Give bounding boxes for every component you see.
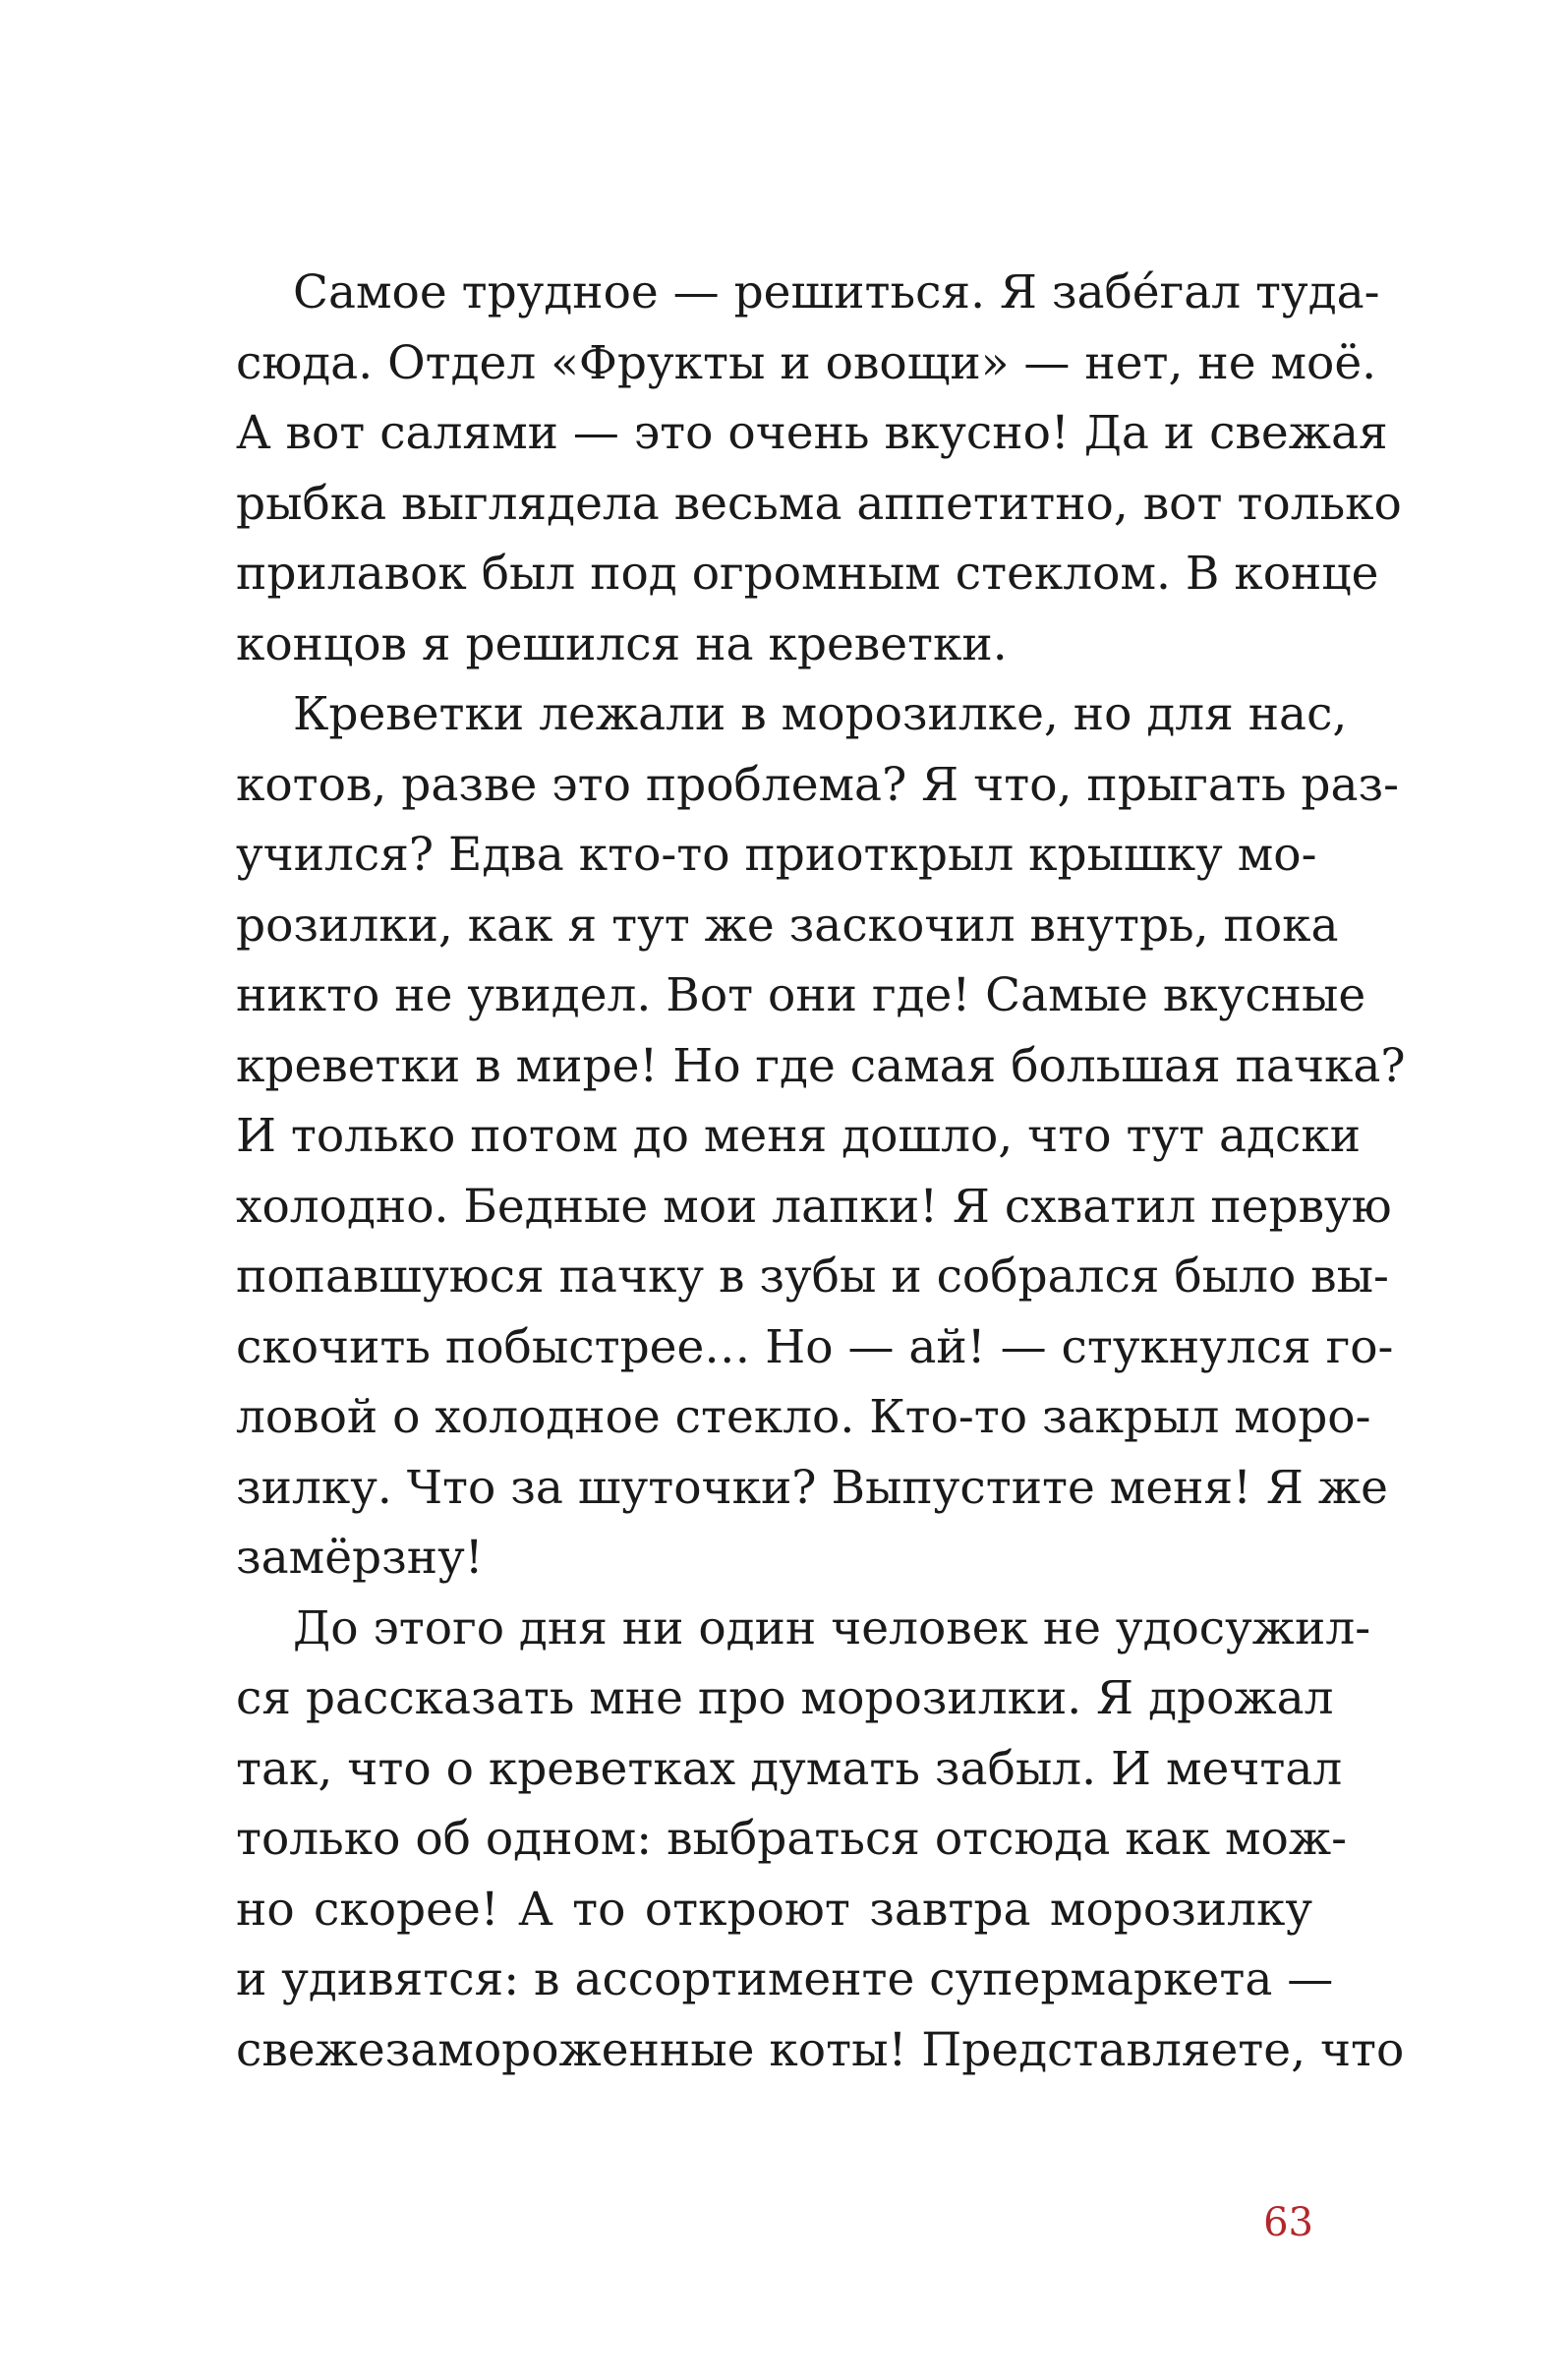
- text-line: котов, разве это проблема? Я что, прыгать раз-: [236, 757, 1399, 812]
- text-line: только об одном: выбраться отсюда как мож-: [236, 1812, 1347, 1866]
- text-line: концов я решился на креветки.: [236, 616, 1008, 671]
- text-line: и удивятся: в ассортименте супермаркета —: [236, 1952, 1334, 2006]
- text-line: креветки в мире! Но где самая большая пачка?: [236, 1038, 1406, 1093]
- text-line: так, что о креветках думать забыл. И мечтал: [236, 1741, 1343, 1796]
- text-line: ся рассказать мне про морозилки. Я дрожал: [236, 1671, 1334, 1725]
- text-line: свежезамороженные коты! Представляете, что: [236, 2022, 1405, 2077]
- text-line: А вот салями — это очень вкусно! Да и свежая: [236, 406, 1388, 460]
- text-line: замёрзну!: [236, 1531, 484, 1585]
- text-line: сюда. Отдел «Фрукты и овощи» — нет, не моё.: [236, 335, 1377, 390]
- body-text: [236, 258, 1406, 2085]
- text-line: Самое трудное — решиться. Я забе́гал туда-: [293, 265, 1380, 319]
- text-line: До этого дня ни один человек не удосужил-: [293, 1600, 1371, 1655]
- page-number: 63: [1263, 2200, 1313, 2245]
- text-line: прилавок был под огромным стеклом. В конце: [236, 547, 1379, 601]
- text-line: розилки, как я тут же заскочил внутрь, пока: [236, 898, 1339, 953]
- text-line: скочить побыстрее… Но — ай! — стукнулся го-: [236, 1319, 1394, 1374]
- text-line: учился? Едва кто-то приоткрыл крышку мо-: [236, 828, 1317, 882]
- text-line: И только потом до меня дошло, что тут адски: [236, 1109, 1362, 1163]
- text-line: рыбка выглядела весьма аппетитно, вот только: [236, 476, 1402, 531]
- text-line: холодно. Бедные мои лапки! Я схватил первую: [236, 1179, 1392, 1234]
- text-line: ловой о холодное стекло. Кто-то закрыл моро-: [236, 1390, 1371, 1444]
- text-line: но скорее! А то откроют завтра морозилку: [236, 1882, 1312, 1937]
- text-line: зилку. Что за шуточки? Выпустите меня! Я же: [236, 1460, 1388, 1515]
- text-line: попавшуюся пачку в зубы и собрался было вы-: [236, 1249, 1389, 1304]
- text-line: Креветки лежали в морозилке, но для нас,: [293, 687, 1348, 741]
- text-line: никто не увидел. Вот они где! Самые вкусные: [236, 968, 1366, 1022]
